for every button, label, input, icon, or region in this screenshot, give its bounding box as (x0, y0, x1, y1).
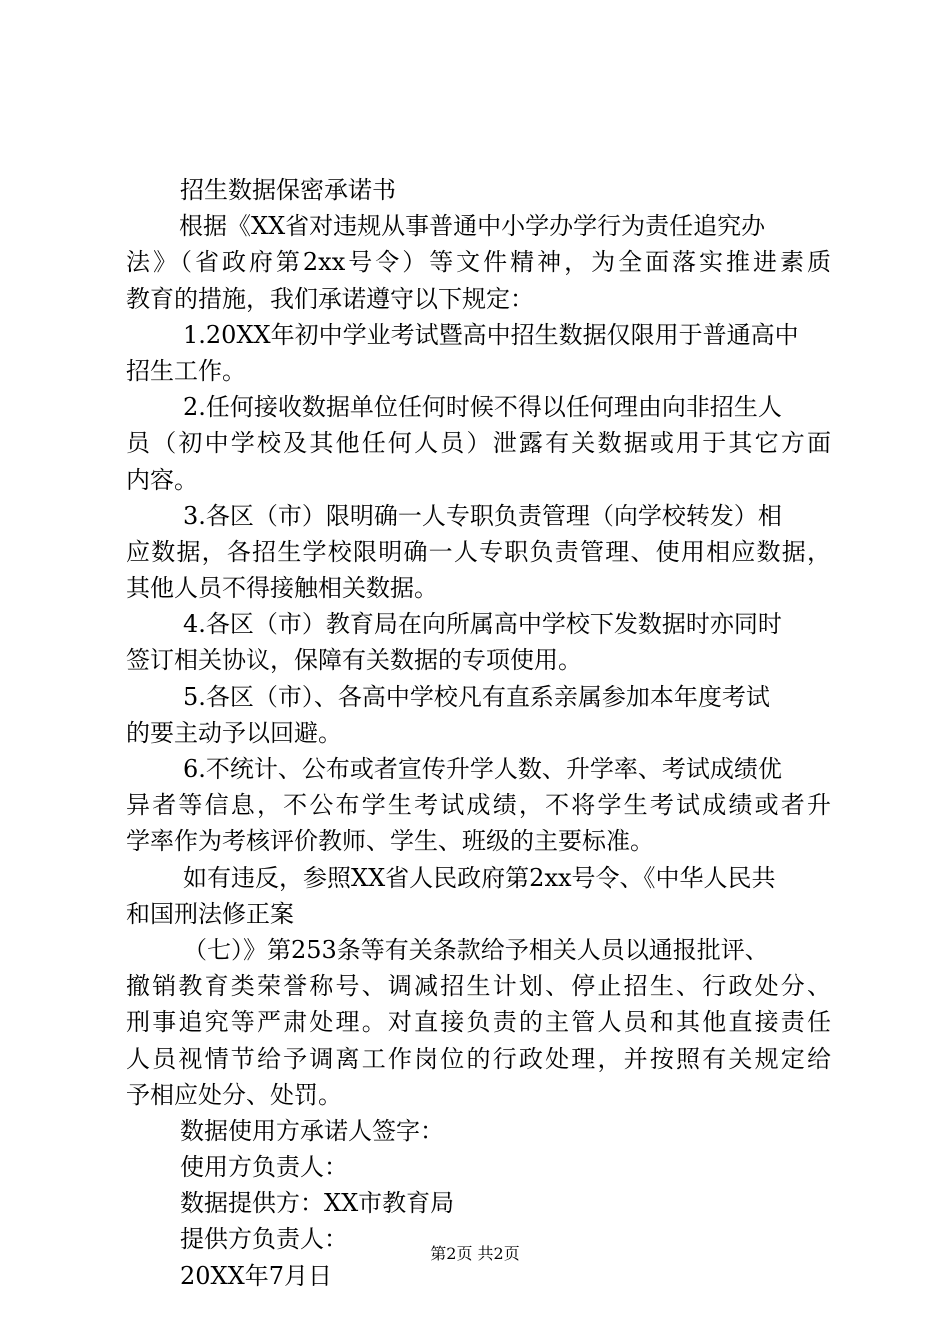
text-line: 教育的措施，我们承诺遵守以下规定： (126, 284, 534, 313)
text-line: 应数据，各招生学校限明确一人专职负责管理、使用相应数据， (126, 537, 831, 566)
text-line: 法》（省政府第2xx号令）等文件精神，为全面落实推进素质 (126, 248, 831, 277)
text-line: 异者等信息，不公布学生考试成绩，不将学生考试成绩或者升 (126, 791, 831, 820)
text-line: 2.任何接收数据单位任何时候不得以任何理由向非招生人 (183, 393, 782, 422)
text-line: 的要主动予以回避。 (126, 718, 342, 747)
text-line: 签订相关协议，保障有关数据的专项使用。 (126, 646, 582, 675)
text-line: 和国刑法修正案 (126, 899, 294, 928)
text-line: 4.各区（市）教育局在向所属高中学校下发数据时亦同时 (183, 610, 782, 639)
document-body (126, 172, 831, 1294)
signature-label: 使用方负责人： (180, 1153, 348, 1182)
text-line: 6.不统计、公布或者宣传升学人数、升学率、考试成绩优 (183, 755, 782, 783)
date-line: 20XX年7月日 (180, 1261, 332, 1290)
text-line: 学率作为考核评价教师、学生、班级的主要标准。 (126, 827, 654, 856)
signature-label: 数据使用方承诺人签字： (180, 1116, 444, 1145)
text-line: （七）》第253条等有关条款给予相关人员以通报批评、 (183, 935, 769, 964)
signature-label: 数据提供方：XX市教育局 (180, 1189, 455, 1218)
text-line: 如有违反，参照XX省人民政府第2xx号令、《中华人民共 (183, 863, 776, 892)
text-line: 招生工作。 (126, 356, 246, 385)
text-line: 1.20XX年初中学业考试暨高中招生数据仅限用于普通高中 (183, 320, 799, 349)
text-line: 内容。 (126, 465, 198, 494)
text-line: 根据《XX省对违规从事普通中小学办学行为责任追究办 (179, 212, 766, 241)
text-line: 员（初中学校及其他任何人员）泄露有关数据或用于其它方面 (126, 429, 831, 458)
text-line: 3.各区（市）限明确一人专职负责管理（向学校转发）相 (183, 501, 782, 530)
page-number-footer: 第2页 共2页 (430, 1244, 520, 1263)
signature-label: 提供方负责人： (180, 1225, 348, 1254)
text-line: 予相应处分、处罚。 (126, 1080, 342, 1109)
document-title: 招生数据保密承诺书 (180, 176, 396, 204)
text-line: 其他人员不得接触相关数据。 (126, 574, 438, 603)
text-line: 撤销教育类荣誉称号、调减招生计划、停止招生、行政处分、 (126, 972, 831, 1001)
text-line: 5.各区（市）、各高中学校凡有直系亲属参加本年度考试 (183, 682, 770, 711)
text-line: 刑事追究等严肃处理。对直接负责的主管人员和其他直接责任 (126, 1008, 831, 1037)
text-line: 人员视情节给予调离工作岗位的行政处理，并按照有关规定给 (126, 1044, 831, 1073)
